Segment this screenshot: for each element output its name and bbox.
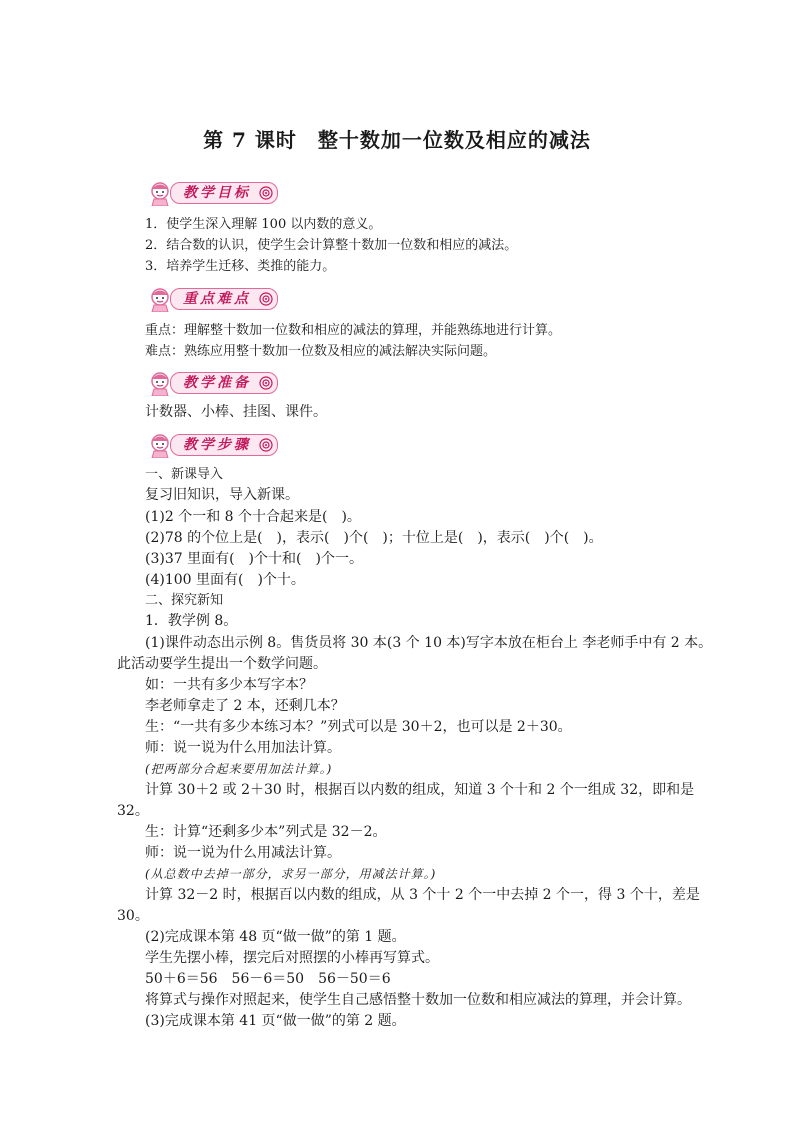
section-label-steps: 教学步骤 — [170, 434, 278, 456]
target-icon — [259, 376, 273, 390]
section-label-keypoints: 重点难点 — [170, 288, 278, 310]
paragraph-9b: 30。 — [117, 908, 149, 924]
page-title: 第 7 课时 整十数加一位数及相应的减法 — [203, 128, 591, 152]
paragraph-1a: (1)课件动态出示例 8。售货员将 30 本(3 个 10 本)写字本放在柜台上 李老师手中有 2 本。 — [145, 635, 713, 651]
keypoint-1: 重点：理解整十数加一位数和相应的减法的算理，并能熟练地进行计算。 — [145, 323, 562, 338]
review-question-1: (1)2 个一和 8 个十合起来是( )。 — [145, 509, 361, 525]
paragraph-6a: 计算 30＋2 或 2＋30 时，根据百以内数的组成，知道 3 个十和 2 个一组成 32，即和是 — [145, 782, 695, 798]
paragraph-3: 李老师拿走了 2 本，还剩几本？ — [145, 698, 345, 714]
paragraph-8: 师：说一说为什么用减法计算。 — [145, 845, 341, 861]
paragraph-1b: 此活动要学生提出一个数学问题。 — [117, 656, 327, 672]
note-1: (把两部分合起来要用加法计算。) — [145, 762, 333, 776]
goal-1: 1．使学生深入理解 100 以内数的意义。 — [145, 217, 382, 232]
section-label-prep: 教学准备 — [170, 372, 278, 394]
paragraph-13: 将算式与操作对照起来，使学生自己感悟整十数加一位数和相应减法的算理，并会计算。 — [145, 992, 691, 1008]
keypoint-2: 难点：熟练应用整十数加一位数及相应的减法解决实际问题。 — [145, 344, 497, 359]
note-2: (从总数中去掉一部分，求另一部分，用减法计算。) — [145, 867, 437, 881]
target-icon — [259, 186, 273, 200]
paragraph-9a: 计算 32－2 时，根据百以内数的组成，从 3 个十 2 个一中去掉 2 个一，得 3 个十，差是 — [145, 887, 700, 903]
goal-2: 2．结合数的认识，使学生会计算整十数加一位数和相应的减法。 — [145, 238, 518, 253]
paragraph-2: 如：一共有多少本写字本？ — [145, 677, 313, 693]
target-icon — [259, 438, 273, 452]
section-badge-prep — [146, 370, 278, 396]
prep-text: 计数器、小棒、挂图、课件。 — [145, 404, 327, 420]
review-question-4: (4)100 里面有( )个十。 — [145, 572, 305, 588]
paragraph-7: 生：计算“还剩多少本”列式是 32－2。 — [145, 824, 387, 840]
equations: 50＋6＝56 56－6＝50 56－50＝6 — [145, 971, 391, 987]
step-heading-2: 二、探究新知 — [145, 593, 224, 608]
paragraph-14: (3)完成课本第 41 页“做一做”的第 2 题。 — [145, 1013, 406, 1029]
paragraph-4: 生：“一共有多少本练习本？”列式可以是 30＋2，也可以是 2＋30。 — [145, 719, 572, 735]
section-badge-goals — [146, 180, 278, 206]
paragraph-10: (2)完成课本第 48 页“做一做”的第 1 题。 — [145, 929, 406, 945]
paragraph-11: 学生先摆小棒，摆完后对照摆的小棒再写算式。 — [145, 950, 439, 966]
step-heading-1: 一、新课导入 — [145, 467, 224, 482]
review-question-2: (2)78 的个位上是( )，表示( )个( )；十位上是( )，表示( )个( )。 — [145, 530, 603, 546]
section-label-goals: 教学目标 — [170, 182, 278, 204]
section-badge-keypoints — [146, 286, 278, 312]
paragraph-5: 师：说一说为什么用加法计算。 — [145, 740, 341, 756]
step-review: 复习旧知识，导入新课。 — [145, 487, 299, 503]
goal-3: 3．培养学生迁移、类推的能力。 — [145, 259, 336, 274]
section-badge-steps — [146, 432, 278, 458]
paragraph-6b: 32。 — [117, 803, 149, 819]
review-question-3: (3)37 里面有( )个十和( )个一。 — [145, 551, 363, 567]
example-heading: 1．教学例 8。 — [145, 613, 238, 629]
target-icon — [259, 292, 273, 306]
